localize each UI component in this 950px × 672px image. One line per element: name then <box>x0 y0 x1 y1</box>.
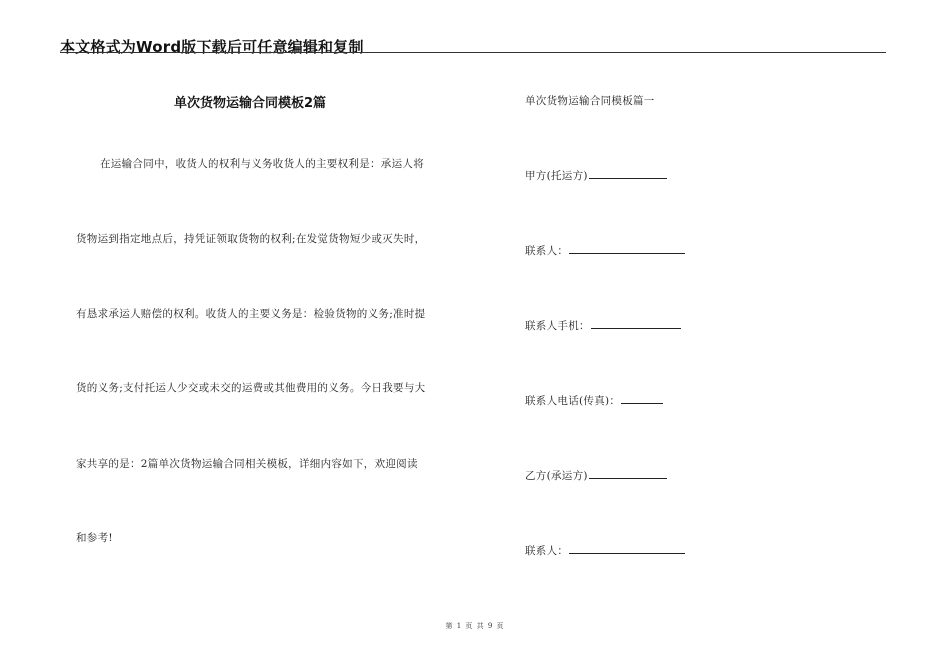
paragraph-line: 货的义务;支付托运人少交或未交的运费或其他费用的义务。今日我要与大 <box>76 382 426 394</box>
contact-blank-field <box>569 243 685 254</box>
contact-blank-field-2 <box>569 543 685 554</box>
contact-phone-blank-field <box>621 393 663 404</box>
party-a-row <box>525 168 667 183</box>
paragraph-line: 货物运到指定地点后，持凭证领取货物的权利;在发觉货物短少或灭失时， <box>76 233 426 245</box>
paragraph-line: 家共享的是：2篇单次货物运输合同相关模板，详细内容如下，欢迎阅读 <box>76 458 418 470</box>
contact-row <box>525 243 685 258</box>
paragraph-line: 和参考! <box>76 532 113 544</box>
header-title: 本文格式为Word版下载后可任意编辑和复制 <box>60 38 364 56</box>
document-title: 单次货物运输合同模板2篇 <box>174 96 327 111</box>
contact-phone-row <box>525 393 663 408</box>
party-a-blank-field <box>589 168 667 179</box>
party-b-label: 乙方(承运方) <box>525 470 588 482</box>
contact-phone-label: 联系人电话(传真)： <box>525 395 621 407</box>
contact-mobile-row <box>525 318 681 333</box>
page-indicator: 第 1 页 共 9 页 <box>445 622 505 630</box>
contact-mobile-blank-field <box>591 318 681 329</box>
header-divider <box>60 52 886 53</box>
paragraph-line: 在运输合同中，收货人的权利与义务收货人的主要权利是：承运人将 <box>100 158 424 170</box>
contact-row-2 <box>525 543 685 558</box>
contact-label: 联系人： <box>525 245 569 257</box>
contact-mobile-label: 联系人手机： <box>525 320 590 332</box>
paragraph-line: 有恳求承运人赔偿的权利。收货人的主要义务是：检验货物的义务;准时提 <box>76 308 426 320</box>
contact-label-2: 联系人： <box>525 545 569 557</box>
party-b-blank-field <box>589 468 667 479</box>
party-a-label: 甲方(托运方) <box>525 170 588 182</box>
section-heading: 单次货物运输合同模板篇一 <box>525 95 655 107</box>
party-b-row <box>525 468 667 483</box>
